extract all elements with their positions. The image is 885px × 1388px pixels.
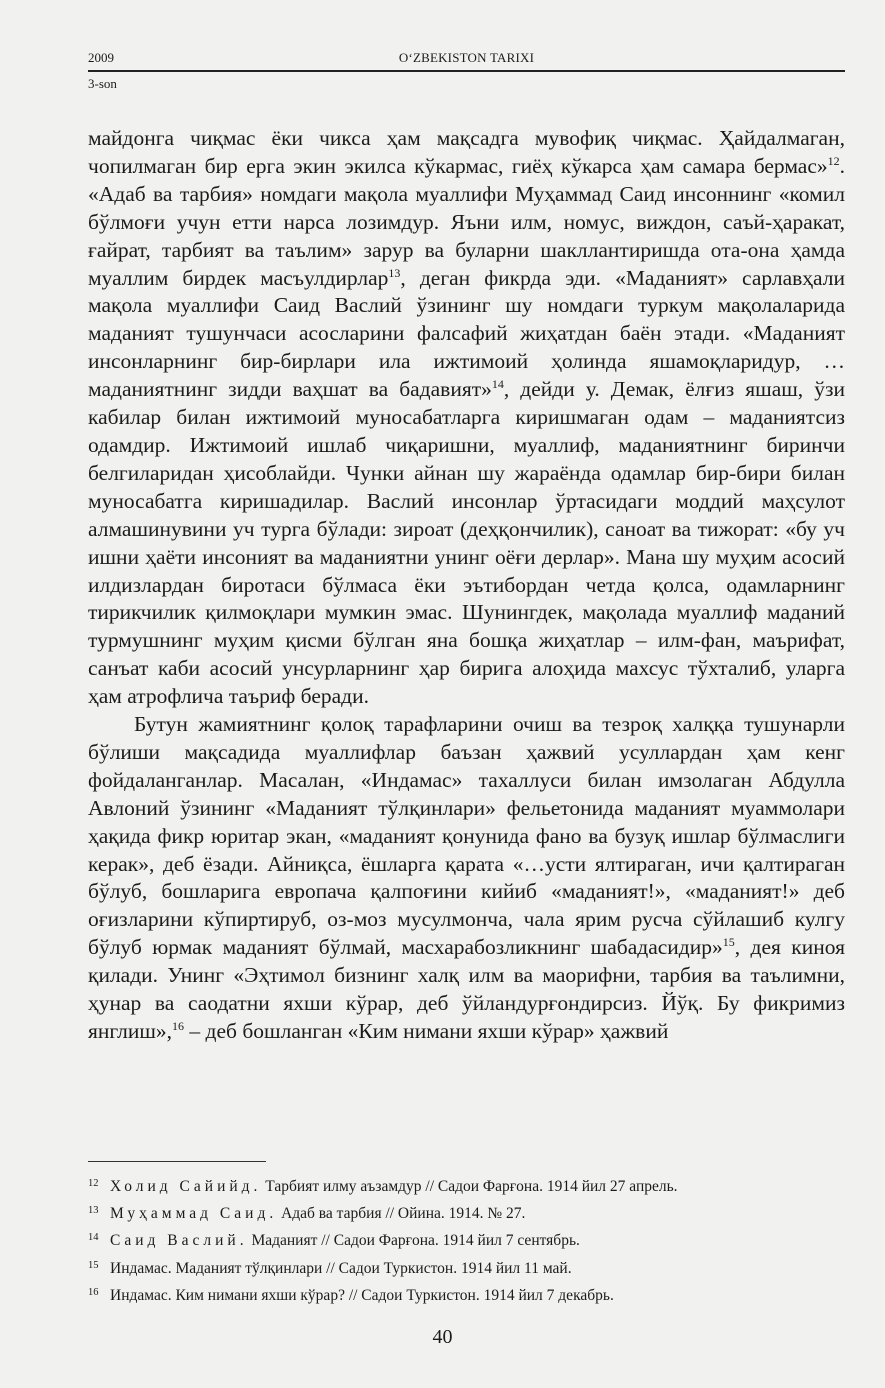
footnote-number: 14 xyxy=(88,1232,99,1244)
text-run: Бутун жамиятнинг қолоқ тарафларини очиш ва тезроқ халққа тушунарли бўлиши мақсадида муаллифлар баъзан ҳажвий усуллардан ҳам кенг фойдаланганлар. Масалан, «Индамас» тахаллуси билан имзолаган Абдулла Авлоний ўзининг «Маданият тўлқинлари» фельетонида маданият муаммолари ҳақида фикр юритар экан, «маданият қонунида фано ва бузуқ ишлар бўлмаслиги керак», деб ёзади. Айниқса, ёшларга қарата «…усти ялтираган, ичи қалтираган бўлуб, бошларига европача қалпоғини кийиб «маданият!», «маданият!» деб оғизларини кўпиртируб, оз-моз мусулмонча, чала ярим русча сўйлашиб кулгу бўлуб юрмак маданият бўлмай, масхарабозликнинг шабадасидир» xyxy=(88,712,845,960)
text-run: , дея киноя қилади. Унинг «Эҳтимол бизнинг халқ илм ва маорифни, тарбия ва таълимни, ҳунар ва саодатни яхши кўрар, деб ўйландурғондирсиз. Йўқ. Бу фикримиз янглиш», xyxy=(88,935,845,1043)
footnote-number: 12 xyxy=(88,1178,99,1189)
journal-title: O‘ZBEKISTON TARIXI xyxy=(398,50,535,65)
footnote-author: Саид Васлий. xyxy=(110,1232,248,1250)
footnote-ref: 15 xyxy=(722,935,735,950)
footnote-text: Маданият // Садои Фарғона. 1914 йил 7 сентябрь. xyxy=(247,1232,580,1250)
footnote-number: 15 xyxy=(88,1259,99,1271)
footnote-author: Муҳаммад Саид. xyxy=(110,1205,278,1223)
paragraph xyxy=(88,125,845,711)
paragraph xyxy=(88,711,845,1046)
footnote-text: Тарбият илму аъзамдур // Садои Фарғона. 1914 йил 27 апрель. xyxy=(261,1178,678,1195)
footnote xyxy=(88,1172,845,1199)
footnote-author: Холид Сайийд. xyxy=(110,1178,262,1195)
header-year: 2009 xyxy=(88,50,114,65)
footnote xyxy=(88,1199,845,1226)
running-header xyxy=(88,50,845,74)
footnote-number: 13 xyxy=(88,1205,99,1217)
footnote-text: Индамас. Ким нимани яхши кўрар? // Садои Туркистон. 1914 йил 7 декабрь. xyxy=(110,1286,614,1304)
footnote-ref: 14 xyxy=(491,377,504,392)
footnote-text: Индамас. Маданият тўлқинлари // Садои Туркистон. 1914 йил 11 май. xyxy=(110,1259,572,1277)
footnote-number: 16 xyxy=(88,1286,99,1298)
article-body xyxy=(88,125,845,1046)
footnote-ref: 13 xyxy=(388,265,401,280)
footnote-text: Адаб ва тарбия // Ойина. 1914. № 27. xyxy=(277,1205,526,1223)
page-number: 40 xyxy=(432,1326,453,1348)
text-run: , дейди у. Демак, ёлғиз яшаш, ўзи кабилар билан ижтимоий муносабатларга киришмаган одам – маданиятсиз одамдир. Ижтимоий ишлаб чиқаришни, муаллиф, маданиятнинг биринчи белгиларидан ҳисоблайди. Чунки айнан шу жараёнда одамлар бир-бири билан муносабатга киришадилар. Васлий инсонлар ўртасидаги моддий маҳсулот алмашинувини уч турга бўлади: зироат (деҳқончилик), саноат ва тижорат: «бу уч ишни ҳаёти инсоният ва маданиятни унинг оёғи дерлар». Мана шу муҳим асосий илдизлардан биротаси бўлмаса ёки эътибордан четда қолса, одамларнинг тирикчилик қилмоқлари мумкин эмас. Шунингдек, мақолада муаллиф маданий турмушнинг муҳим қисми бўлган яна бошқа жиҳатлар – илм-фан, маърифат, санъат каби асосий унсурларнинг ҳар бирига алоҳида махсус тўхталиб, уларга ҳам атрофлича таъриф беради. xyxy=(88,377,845,709)
footnotes xyxy=(88,1172,845,1308)
text-run: майдонга чиқмас ёки чикса ҳам мақсадга мувофиқ чиқмас. Ҳайдалмаган, чопилмаган бир ерга экин экилса кўкармас, гиёҳ кўкарса ҳам самара бермас» xyxy=(88,126,845,178)
footnote xyxy=(88,1226,845,1253)
footnote xyxy=(88,1254,845,1281)
footnote-ref: 16 xyxy=(172,1019,185,1033)
text-run: , деган фикрда эди. «Маданият» сарлавҳали мақола муаллифи Саид Васлий ўзининг шу номдаги туркум мақолаларида маданият тушунчаси асосларини фалсафий жиҳатдан баён этади. «Маданият инсонларнинг бир-бирлари ила ижтимоий ҳолинда яшамоқларидур, … маданиятнинг зидди ваҳшат ва бадавият» xyxy=(88,265,845,402)
text-run: – деб бошланган «Ким нимани яхши кўрар» ҳажвий xyxy=(184,1019,669,1043)
footnote xyxy=(88,1281,845,1308)
header-rule xyxy=(88,70,845,72)
header-issue: 3-son xyxy=(88,76,117,91)
text-run: . «Адаб ва тарбия» номдаги мақола муаллифи Муҳаммад Саид инсоннинг «комил бўлмоғи учун етти нарса лозимдур. Яъни илм, номус, виждон, саъй-ҳаракат, ғайрат, тарбият ва таълим» зарур ва буларни шакллантиришда ота-она ҳамда муаллим бирдек масъулдирлар xyxy=(88,153,845,290)
footnote-separator xyxy=(88,1161,266,1162)
footnote-ref: 12 xyxy=(827,153,840,168)
